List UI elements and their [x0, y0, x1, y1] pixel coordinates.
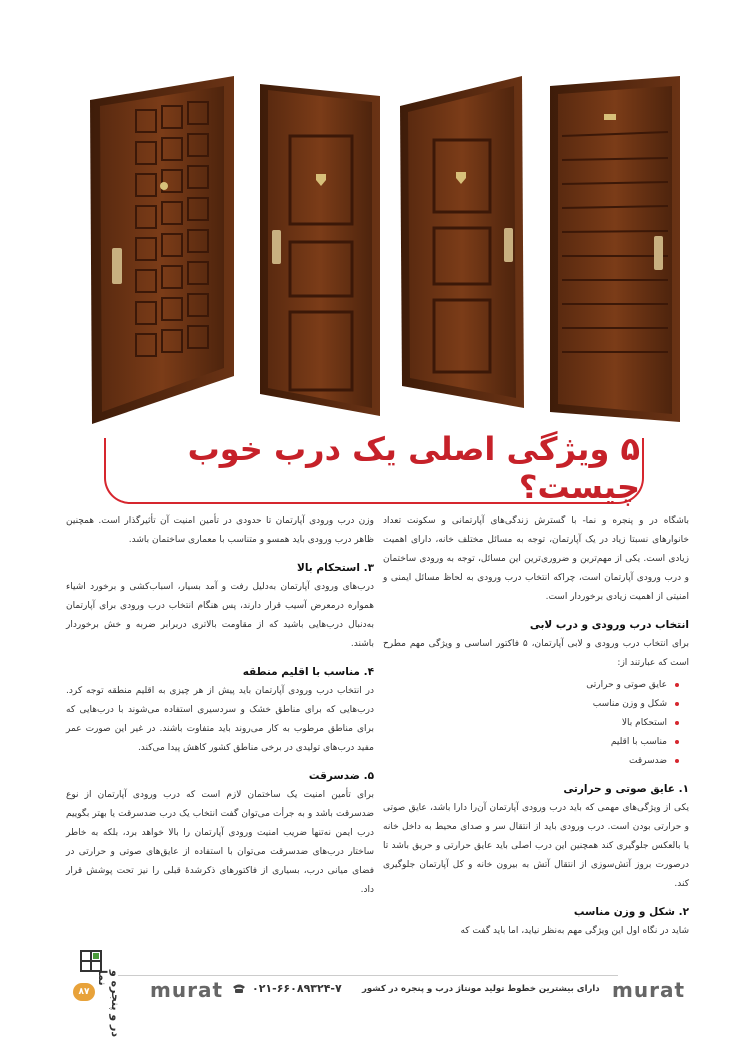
section5-heading: ۵. ضدسرقت [308, 770, 374, 782]
section4-heading: ۴. مناسب با اقلیم منطقه [242, 666, 374, 678]
list-item: ضدسرقت [383, 752, 667, 771]
footer-phone: ۰۲۱-۶۶۰۸۹۳۲۴-۷ [252, 982, 342, 995]
feature-list [383, 676, 689, 771]
right-column [383, 512, 689, 944]
brand-logo-right: murat [612, 978, 685, 1002]
door-2 [260, 84, 380, 416]
phone-icon [232, 983, 246, 994]
window-icon [80, 950, 102, 972]
page-number: ۸۷ [73, 983, 95, 1001]
section-choose-body: برای انتخاب درب ورودی و لابی آپارتمان، ۵ فاکتور اساسی و ویژگی مهم مطرح است که عبارتند از: [383, 639, 690, 668]
doors-photo [84, 76, 684, 426]
list-item: شکل و وزن مناسب [383, 695, 667, 714]
footer-divider [118, 975, 618, 976]
brand-logo-left: murat [150, 978, 223, 1002]
section2-heading: ۲. شکل و وزن مناسب [573, 906, 689, 918]
list-item: استحکام بالا [383, 714, 667, 733]
left-intro-paragraph: وزن درب ورودی آپارتمان تا حدودی در تأمین امنیت آن تأثیرگذار است. همچنین ظاهر درب ورودی باید همسو و متناسب با معماری ساختمان باشد. [66, 516, 374, 545]
list-item: عایق صوتی و حرارتی [383, 676, 667, 695]
magazine-title: در و پنجره و نما [96, 970, 122, 1038]
section2-body: شاید در نگاه اول این ویژگی مهم به‌نظر نیاید، اما باید گفت که [460, 926, 689, 936]
intro-paragraph: باشگاه در و پنجره و نما- با گسترش زندگی‌های آپارتمانی و سکونت تعداد خانوارهای نسبتا زیاد در یک آپارتمان، توجه به مسائل مختلف خانه، دارای اهمیت زیادی است. یکی از مهم‌ترین و ضروری‌ترین این مسائل، توجه به ورودی ساختمان و درب ورودی آپارتمان است، چراکه انتخاب درب ورودی به لحاظ مسائل ایمنی و امنیتی از اهمیت زیادی برخوردار است. [383, 516, 689, 602]
section3-body: درب‌های ورودی آپارتمان به‌دلیل رفت و آمد بسیار، اسباب‌کشی و برخورد اشیاء همواره درمعرض آسیب قرار دارند، پس هنگام انتخاب درب ورودی برای آپارتمان به‌دنبال درب‌هایی باشید که از مقاومت بالاتری دربرابر ضربه و خش برخوردار باشند. [66, 582, 374, 649]
list-item: مناسب با اقلیم [383, 733, 667, 752]
section4-body: در انتخاب درب ورودی آپارتمان باید پیش از هر چیزی به اقلیم منطقه توجه کرد. درب‌هایی که برای مناطق خشک و سردسیری استفاده می‌شوند با درب‌هایی که برای مناطق مرطوب به کار می‌روند باید متفاوت باشند. در غیر این صورت عمر مفید درب‌های تولیدی در برخی مناطق کشور کاهش پیدا می‌کند. [66, 686, 374, 753]
left-column [66, 512, 374, 903]
section3-heading: ۳. استحکام بالا [297, 562, 374, 574]
footer-tagline: دارای بیشترین خطوط تولید مونتاژ درب و پنجره در کشور [362, 984, 600, 994]
section1-heading: ۱. عایق صوتی و حرارتی [563, 783, 689, 795]
section1-body: یکی از ویژگی‌های مهمی که باید درب ورودی آپارتمان آن‌را دارا باشد، عایق صوتی و حرارتی بودن است. درب ورودی باید از انتقال سر و صدای محیط به داخل خانه یا بالعکس جلوگیری کند همچنین این درب اصلی باید عایق حرارتی و حریق باشد تا درصورت بروز آتش‌سوزی از انتقال آتش به بیرون خانه و کل آپارتمان جلوگیری کند. [383, 803, 689, 889]
section-choose-heading: انتخاب درب ورودی و درب لابی [529, 619, 689, 631]
section5-body: برای تأمین امنیت یک ساختمان لازم است که درب ورودی آپارتمان از نوع ضدسرقت باشد و به جرأت می‌توان گفت انتخاب یک درب ضدسرقت یا بهتر بگوییم درب ایمن نه‌تنها ضریب امنیت ورودی آپارتمان را بالا خواهد برد، بلکه به خاطر ساختار درب‌های ضدسرقت می‌توان با استفاده از عایق‌های صوتی و حرارتی در فضای میانی درب، بسیاری از فاکتورهای ذکرشدهٔ قبلی را نیز تحت پوشش قرار داد. [66, 790, 374, 895]
page-title: ۵ ویژگی اصلی یک درب خوب چیست؟ [187, 430, 640, 506]
door-1 [90, 76, 234, 424]
door-4 [550, 76, 680, 422]
door-3 [400, 76, 524, 408]
